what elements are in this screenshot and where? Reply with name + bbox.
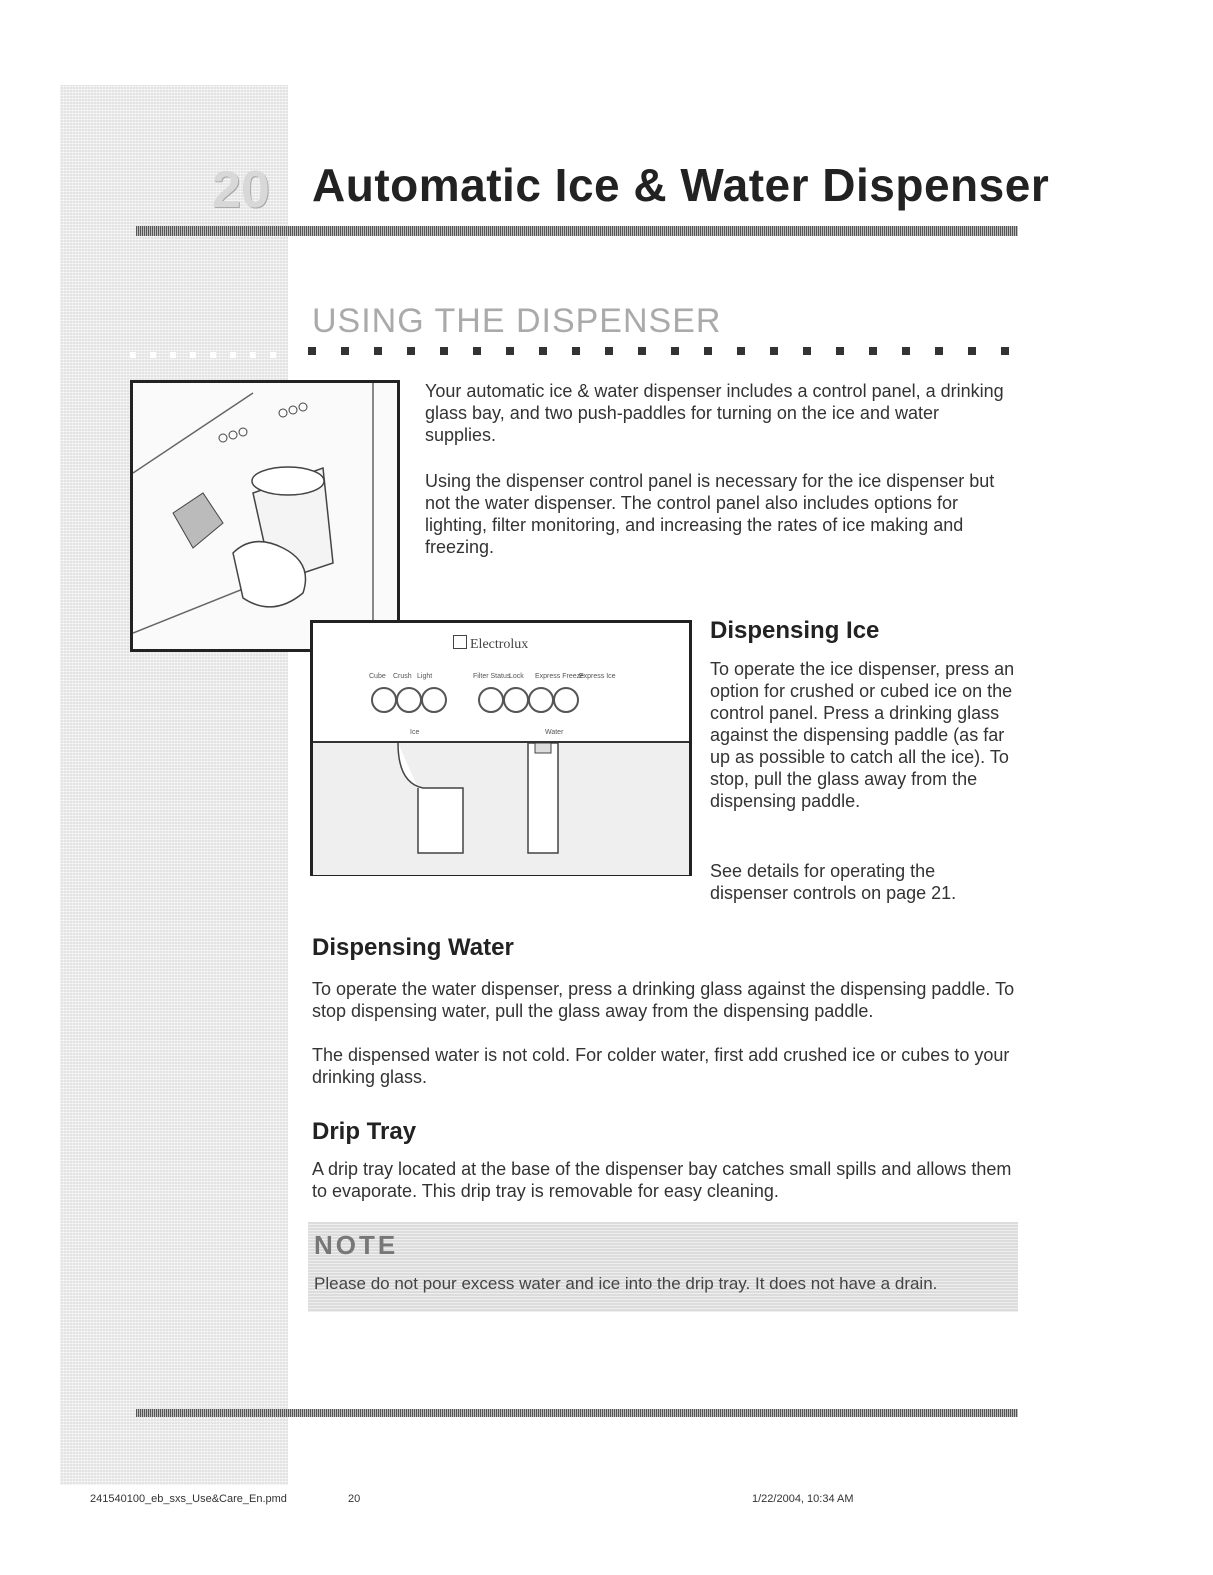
dispenser-bay — [313, 741, 689, 875]
electrolux-logo-icon — [453, 635, 467, 649]
express-ice-button — [553, 687, 579, 713]
decorative-side-stripe — [60, 85, 288, 1485]
panel-label-light: Light — [417, 673, 433, 680]
title-rule — [136, 226, 1018, 236]
panel-label-filter-status: Filter Status — [473, 673, 511, 680]
note-box — [308, 1222, 1018, 1312]
dispenser-paddles-drawing — [313, 743, 689, 873]
section-dots-right — [308, 347, 1022, 355]
footer-filename: 241540100_eb_sxs_Use&Care_En.pmd — [90, 1493, 287, 1505]
crush-button — [396, 687, 422, 713]
dispensing-water-paragraph-1: To operate the water dispenser, press a drinking glass against the dispensing paddle. To stop dispensing water, pull the glass away from the dispensing paddle. — [312, 979, 1015, 1021]
hand-glass-drawing — [133, 383, 397, 649]
express-freeze-button — [528, 687, 554, 713]
lock-button — [503, 687, 529, 713]
note-title: NOTE — [314, 1230, 399, 1260]
cube-button — [371, 687, 397, 713]
intro-paragraph-1: Your automatic ice & water dispenser includes a control panel, a drinking glass bay, and two push-paddles for turning on the ice and water supplies. — [425, 381, 1004, 445]
footer-timestamp: 1/22/2004, 10:34 AM — [752, 1493, 854, 1505]
dispensing-ice-paragraph-2: See details for operating the dispenser controls on page 21. — [710, 861, 957, 903]
page-title: Automatic Ice & Water Dispenser — [312, 159, 1050, 211]
control-panel-illustration — [310, 620, 692, 876]
brand-logo — [453, 635, 528, 655]
panel-label-ice: Ice — [410, 729, 420, 736]
dispensing-water-paragraph-2: The dispensed water is not cold. For colder water, first add crushed ice or cubes to your drinking glass. — [312, 1045, 1010, 1087]
note-text: Please do not pour excess water and ice into the drip tray. It does not have a drain. — [314, 1274, 938, 1293]
light-button — [421, 687, 447, 713]
page-number: 20 — [212, 161, 270, 219]
intro-paragraph-2: Using the dispenser control panel is necessary for the ice dispenser but not the water dispenser. The control panel also includes options for lighting, filter monitoring, and increasing the rates of ice making and freezing. — [425, 471, 995, 557]
section-title: USING THE DISPENSER — [312, 302, 722, 340]
dispensing-ice-heading: Dispensing Ice — [710, 617, 880, 644]
dispensing-water-heading: Dispensing Water — [312, 934, 514, 961]
drip-tray-heading: Drip Tray — [312, 1118, 417, 1145]
brand-name: Electrolux — [470, 637, 529, 652]
panel-label-crush: Crush — [393, 673, 412, 680]
panel-label-express-ice: Express Ice — [579, 673, 616, 680]
panel-label-cube: Cube — [369, 673, 386, 680]
dispenser-illustration — [130, 380, 400, 652]
panel-label-lock: Lock — [509, 673, 524, 680]
bottom-rule — [136, 1409, 1018, 1417]
panel-label-water: Water — [545, 729, 564, 736]
dispensing-ice-paragraph-1: To operate the ice dispenser, press an option for crushed or cubed ice on the control panel. Press a drinking glass against the dispensing paddle (as far up as possible to catch all the ice). To stop, pull the glass away from the dispensing paddle. — [710, 659, 1015, 811]
panel-label-express-freeze: Express Freeze — [535, 673, 585, 680]
drip-tray-paragraph: A drip tray located at the base of the dispenser bay catches small spills and allows them to evaporate. This drip tray is removable for easy cleaning. — [312, 1159, 1012, 1201]
filter-status-button — [478, 687, 504, 713]
section-dots-left — [130, 352, 280, 358]
footer-page-number: 20 — [348, 1493, 361, 1505]
